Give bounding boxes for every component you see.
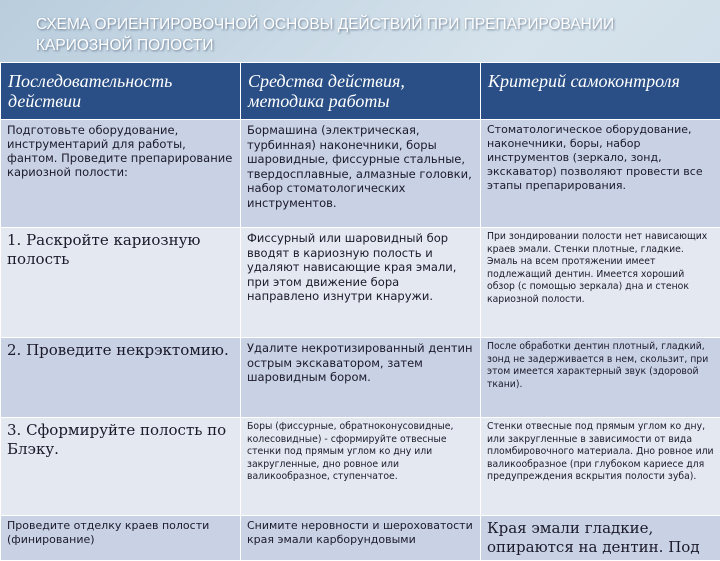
cell-means: Бормашина (электрическая, турбинная) наконечники, боры шаровидные, фиссурные стальные, твердосплавные, алмазные головки, набор стоматологических инструментов. xyxy=(241,120,481,228)
header-means: Средства действия, методика работы xyxy=(241,63,481,120)
cell-criterion: После обработки дентин плотный, гладкий, зонд не задерживается в нем, скользит, при этом имеется характерный звук (здоровой ткани). xyxy=(481,338,720,418)
cell-sequence: 3. Сформируйте полость по Блэку. xyxy=(1,418,241,516)
cell-means: Боры (фиссурные, обратноконусовидные, колесовидные) - сформируйте отвесные стенки под прямым углом ко дну или закругленные, дно ровное или валикообразное, ступенчатое. xyxy=(241,418,481,516)
cell-sequence: Подготовьте оборудование, инструментарий для работы, фантом. Проведите препарирование кариозной полости: xyxy=(1,120,241,228)
table-row xyxy=(1,228,720,338)
slide-title-line-1: СХЕМА ОРИЕНТИРОВОЧНОЙ ОСНОВЫ ДЕЙСТВИЙ ПРИ ПРЕПАРИРОВАНИИ xyxy=(36,14,696,35)
header-criterion: Критерий самоконтроля xyxy=(481,63,720,120)
cell-sequence: 1. Раскройте кариозную полость xyxy=(1,228,241,338)
header-sequence: Последовательность действии xyxy=(1,63,241,120)
cell-criterion: Стоматологическое оборудование, наконечники, боры, набор инструментов (зеркало, зонд, экскаватор) позволяют провести все этапы препарирования. xyxy=(481,120,720,228)
table-row xyxy=(1,120,720,228)
cell-criterion: Стенки отвесные под прямым углом ко дну, или закругленные в зависимости от вида пломбировочного материала. Дно ровное или валикообразное (при глубоком кариесе для предупреждения вскрытия полости зуба). xyxy=(481,418,720,516)
table-row xyxy=(1,516,720,561)
cell-means: Снимите неровности и шероховатости края эмали карборундовыми xyxy=(241,516,481,561)
slide-title xyxy=(36,14,696,56)
cell-criterion: При зондировании полости нет нависающих краев эмали. Стенки плотные, гладкие. Эмаль на всем протяжении имеет подлежащий дентин. Имеется хороший обзор (с помощью зеркала) дна и стенок кариозной полости. xyxy=(481,228,720,338)
cell-sequence: Проведите отделку краев полости (финирование) xyxy=(1,516,241,561)
table-row xyxy=(1,338,720,418)
cell-sequence: 2. Проведите некрэктомию. xyxy=(1,338,241,418)
cell-criterion: Края эмали гладкие, опираются на дентин. Под xyxy=(481,516,720,561)
cell-means: Удалите некротизированный дентин острым экскаватором, затем шаровидным бором. xyxy=(241,338,481,418)
slide-title-line-2: КАРИОЗНОЙ ПОЛОСТИ xyxy=(36,35,696,56)
cell-means: Фиссурный или шаровидный бор вводят в кариозную полость и удаляют нависающие края эмали, при этом движение бора направлено изнутри кнаружи. xyxy=(241,228,481,338)
action-scheme-table xyxy=(0,62,720,561)
table-header-row xyxy=(1,63,720,120)
table-row xyxy=(1,418,720,516)
